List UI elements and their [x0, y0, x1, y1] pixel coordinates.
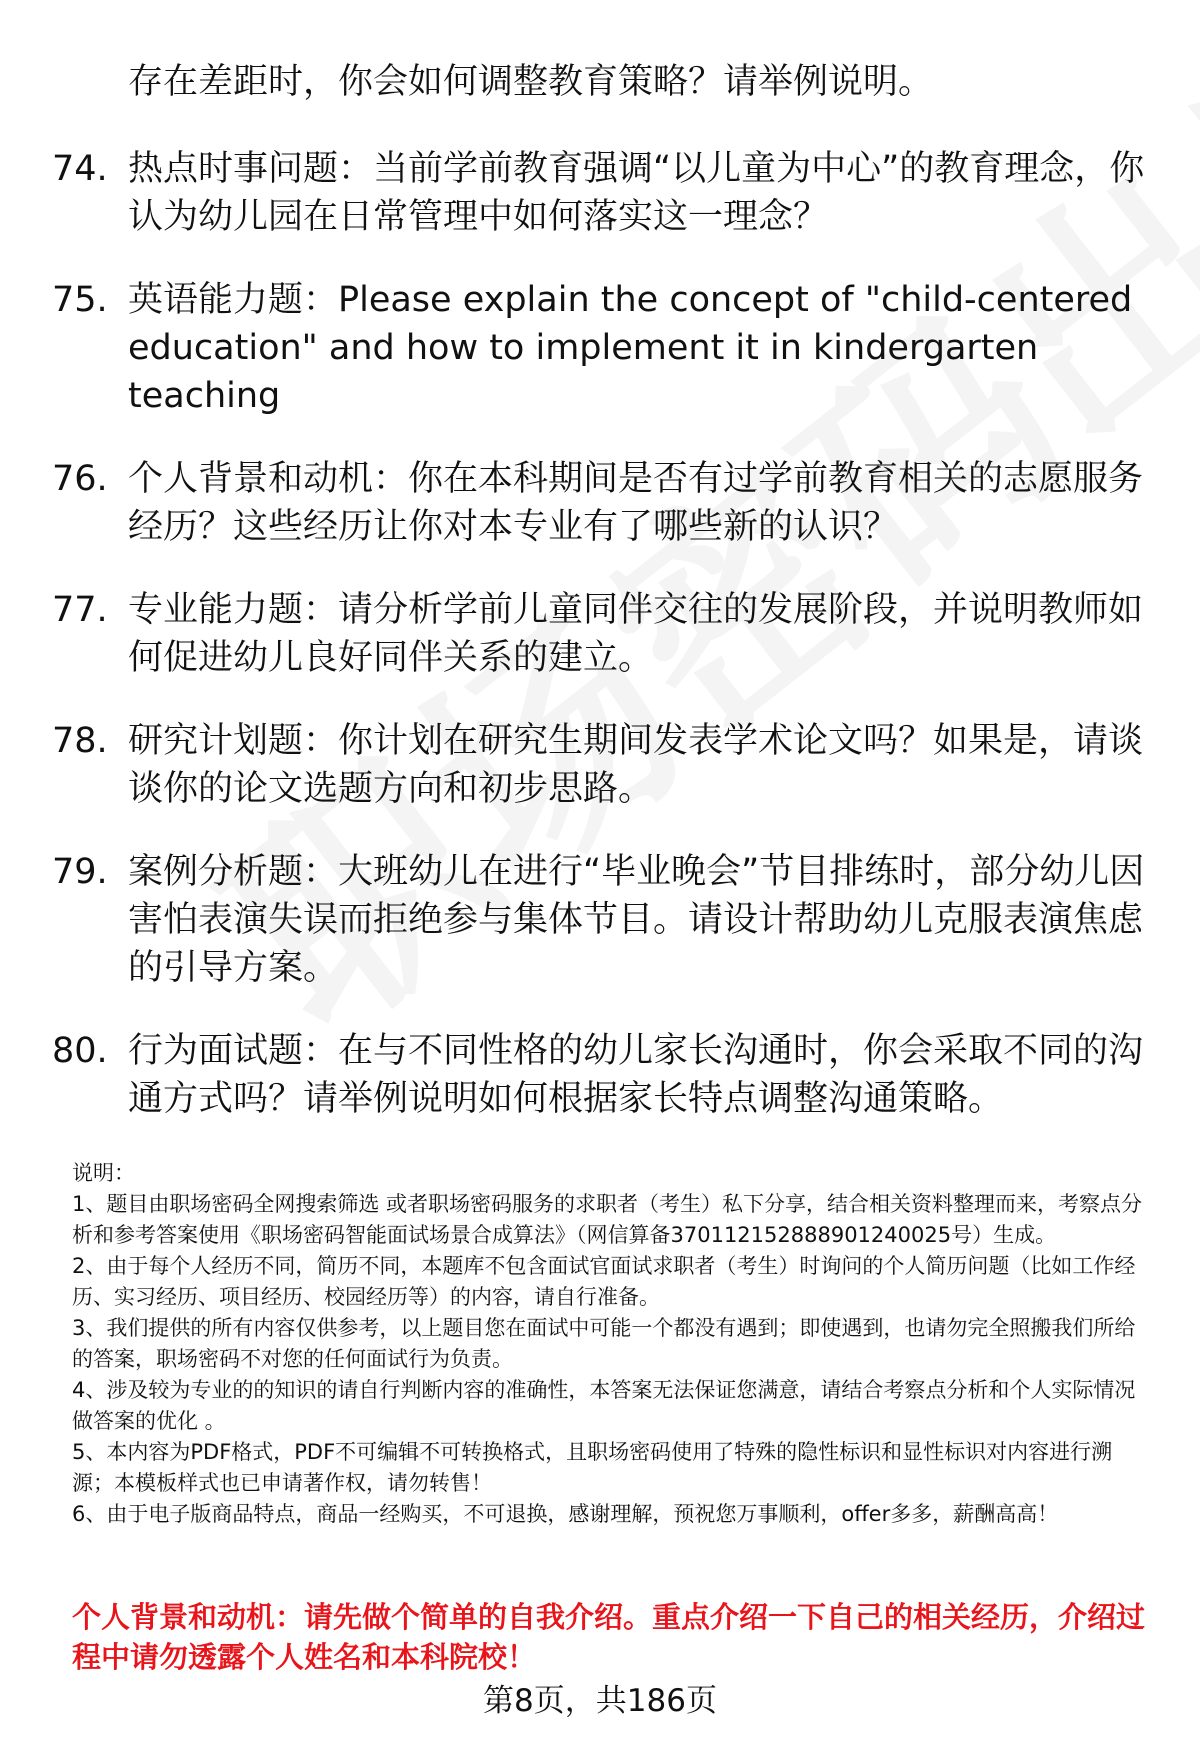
question-item	[52, 455, 1152, 551]
question-item	[52, 586, 1152, 682]
note-item: 1、题目由职场密码全网搜索筛选 或者职场密码服务的求职者（考生）私下分享，结合相关资料整理而来，考察点分析和参考答案使用《职场密码智能面试场景合成算法》（网信算备370112152888901240025号）生成。	[72, 1192, 1143, 1247]
question-number: 80.	[52, 1031, 108, 1071]
question-text: 研究计划题：你计划在研究生期间发表学术论文吗？如果是，请谈谈你的论文选题方向和初步思路。	[128, 721, 1144, 809]
question-text: 热点时事问题：当前学前教育强调“以儿童为中心”的教育理念，你认为幼儿园在日常管理中如何落实这一理念？	[128, 149, 1145, 237]
note-item: 6、由于电子版商品特点，商品一经购买，不可退换，感谢理解，预祝您万事顺利，offer多多，薪酬高高！	[72, 1502, 1059, 1526]
question-number: 74.	[52, 149, 108, 189]
question-number: 78.	[52, 721, 108, 761]
question-item	[52, 145, 1152, 241]
highlight-question: 个人背景和动机：请先做个简单的自我介绍。重点介绍一下自己的相关经历，介绍过程中请勿透露个人姓名和本科院校！	[72, 1600, 1146, 1674]
question-item	[52, 717, 1152, 813]
question-text: 案例分析题：大班幼儿在进行“毕业晚会”节目排练时，部分幼儿因害怕表演失误而拒绝参与集体节目。请设计帮助幼儿克服表演焦虑的引导方案。	[128, 852, 1145, 988]
question-text: 专业能力题：请分析学前儿童同伴交往的发展阶段，并说明教师如何促进幼儿良好同伴关系的建立。	[128, 590, 1144, 678]
question-item	[52, 276, 1152, 420]
question-text: 行为面试题：在与不同性格的幼儿家长沟通时，你会采取不同的沟通方式吗？请举例说明如何根据家长特点调整沟通策略。	[128, 1031, 1144, 1119]
note-item: 2、由于每个人经历不同，简历不同，本题库不包含面试官面试求职者（考生）时询问的个人简历问题（比如工作经历、实习经历、项目经历、校园经历等）的内容，请自行准备。	[72, 1254, 1136, 1309]
question-continuation: 存在差距时，你会如何调整教育策略？请举例说明。	[128, 62, 934, 102]
note-item: 4、涉及较为专业的的知识的请自行判断内容的准确性，本答案无法保证您满意，请结合考察点分析和个人实际情况做答案的优化 。	[72, 1378, 1136, 1433]
question-list	[52, 145, 1152, 1158]
note-item: 5、本内容为PDF格式，PDF不可编辑不可转换格式，且职场密码使用了特殊的隐性标识和显性标识对内容进行溯源；本模板样式也已申请著作权，请勿转售！	[72, 1440, 1113, 1495]
question-text: 个人背景和动机：你在本科期间是否有过学前教育相关的志愿服务经历？这些经历让你对本专业有了哪些新的认识？	[128, 459, 1144, 547]
note-item: 3、我们提供的所有内容仅供参考，以上题目您在面试中可能一个都没有遇到；即使遇到，也请勿完全照搬我们所给的答案，职场密码不对您的任何面试行为负责。	[72, 1316, 1136, 1371]
question-item	[52, 848, 1152, 992]
question-number: 77.	[52, 590, 108, 630]
notes-heading: 说明：	[72, 1161, 135, 1185]
notes-section	[72, 1158, 1152, 1530]
question-item	[52, 1027, 1152, 1123]
question-text: 英语能力题：Please explain the concept of "child-centered education" and how to implement it in kindergarten teaching	[128, 280, 1133, 416]
question-number: 75.	[52, 280, 108, 320]
question-number: 79.	[52, 852, 108, 892]
page-number: 第8页，共186页	[483, 1683, 717, 1719]
question-number: 76.	[52, 459, 108, 499]
